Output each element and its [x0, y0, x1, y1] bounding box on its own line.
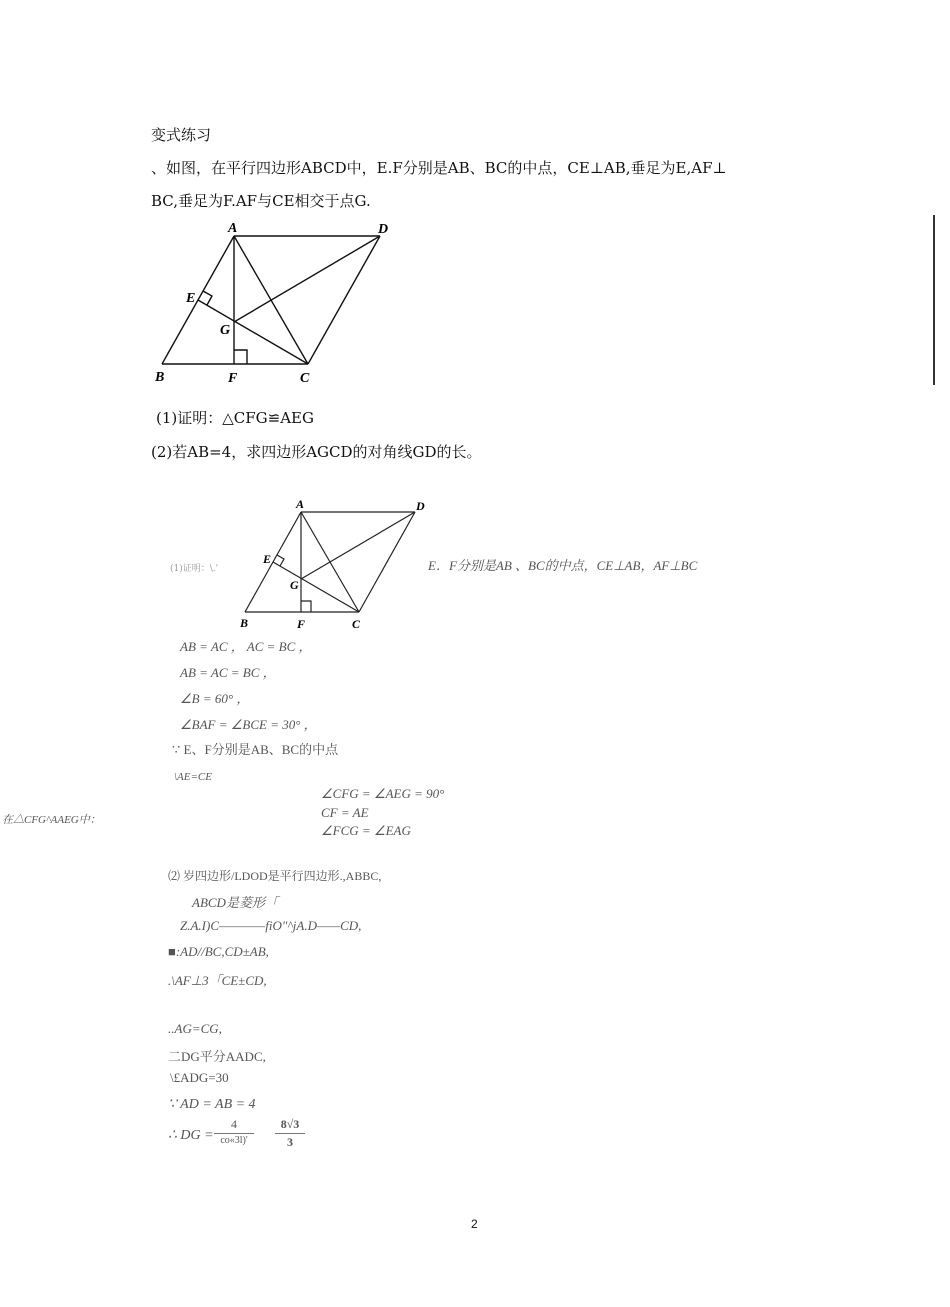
side-dc [359, 512, 415, 612]
question-2: (2)若AB=4，求四边形AGCD的对角线GD的长。 [151, 443, 482, 461]
label-a: A [228, 221, 238, 236]
ae-ce-clip [174, 771, 254, 783]
part2-line-6: ..AG=CG, [168, 1021, 222, 1036]
cut-line: ∵ E、F分别是AB、BC的中点 [172, 742, 339, 757]
label-f: F [228, 371, 238, 386]
right-angle-f [234, 350, 247, 364]
part2-line-4: ■:AD//BC,CD±AB, [168, 944, 269, 959]
ae-ce: \AE=CE [174, 771, 212, 783]
final-denominator: co«3l)' [220, 1135, 248, 1146]
problem-line-2: BC,垂足为F.AF与CE相交于点G. [151, 192, 371, 210]
part2-line-3: Z.A.I)C————fiO"^jA.D——CD, [180, 918, 362, 933]
segment-gd [301, 512, 415, 579]
question-1: (1)证明：△CFG≌AEG [156, 409, 314, 427]
label-g: G [290, 578, 299, 592]
label-g: G [220, 323, 231, 338]
solution-line-1: AB = AC ， AC = BC ， [180, 639, 312, 654]
segment-ce [198, 300, 308, 364]
final-numerator: 4 [231, 1117, 237, 1131]
final-fraction [214, 1117, 254, 1146]
label-b: B [240, 616, 249, 630]
figure-2 [235, 495, 435, 635]
problem-line-1: 、如图，在平行四边形ABCD中，E.F分别是AB、BC的中点，CE⊥AB,垂足为E,AF⊥ [151, 159, 727, 177]
label-d: D [416, 499, 425, 513]
solution-line-2: AB = AC = BC ， [180, 665, 276, 680]
label-a: A [296, 497, 305, 511]
solution-1-given: E．F分别是AB 、BC的中点，CE⊥AB，AF⊥BC [428, 558, 698, 573]
figure-1 [150, 215, 410, 390]
triangle-in: 在△CFG^AAEG中： [2, 814, 101, 826]
triangle-in-clip [2, 811, 122, 826]
condition-2: CF = AE [321, 805, 369, 820]
label-d: D [378, 222, 389, 237]
page-number: 2 [471, 1217, 478, 1231]
label-f: F [297, 617, 306, 631]
section-heading: 变式练习 [151, 126, 212, 144]
result-numerator: 8√3 [280, 1117, 300, 1131]
problem-line-2-clip [151, 188, 451, 210]
side-dc [308, 236, 380, 364]
condition-3: ∠FCG = ∠EAG [321, 823, 411, 838]
label-b: B [155, 370, 165, 385]
solution-line-4: ∠BAF = ∠BCE = 30° ， [180, 717, 317, 732]
label-c: C [300, 371, 310, 386]
fraction-bar [214, 1133, 254, 1134]
solution-line-3: ∠B = 60° ， [180, 691, 250, 706]
part2-line-8: \£ADG=30 [170, 1070, 229, 1085]
result-denominator: 3 [287, 1135, 293, 1149]
label-c: C [352, 617, 361, 631]
part2-line-9: ∵ AD = AB = 4 [168, 1097, 256, 1112]
condition-1: ∠CFG = ∠AEG = 90° [321, 786, 445, 801]
cut-line-clip [172, 742, 372, 757]
result-bar [275, 1133, 305, 1134]
solution-1-start: (1)证明：\.' [170, 564, 219, 574]
question-1-clip [156, 407, 356, 427]
final-prefix: ∴ DG = [168, 1128, 214, 1143]
right-angle-f [301, 601, 311, 612]
segment-gd [234, 236, 380, 322]
part2-line-5: .\AF⊥3「CE±CD, [168, 973, 267, 988]
part2-line-7: 二DG平分AADC, [168, 1049, 266, 1064]
part2-line-1: ⑵ 岁四边形/LDOD是平行四边形.,ABBC, [168, 869, 382, 883]
scroll-edge-bar [933, 215, 935, 385]
result-fraction [275, 1117, 305, 1150]
part2-line-2: ABCD是菱形「 [192, 895, 278, 910]
label-e: E [186, 291, 196, 306]
label-e: E [263, 552, 272, 566]
